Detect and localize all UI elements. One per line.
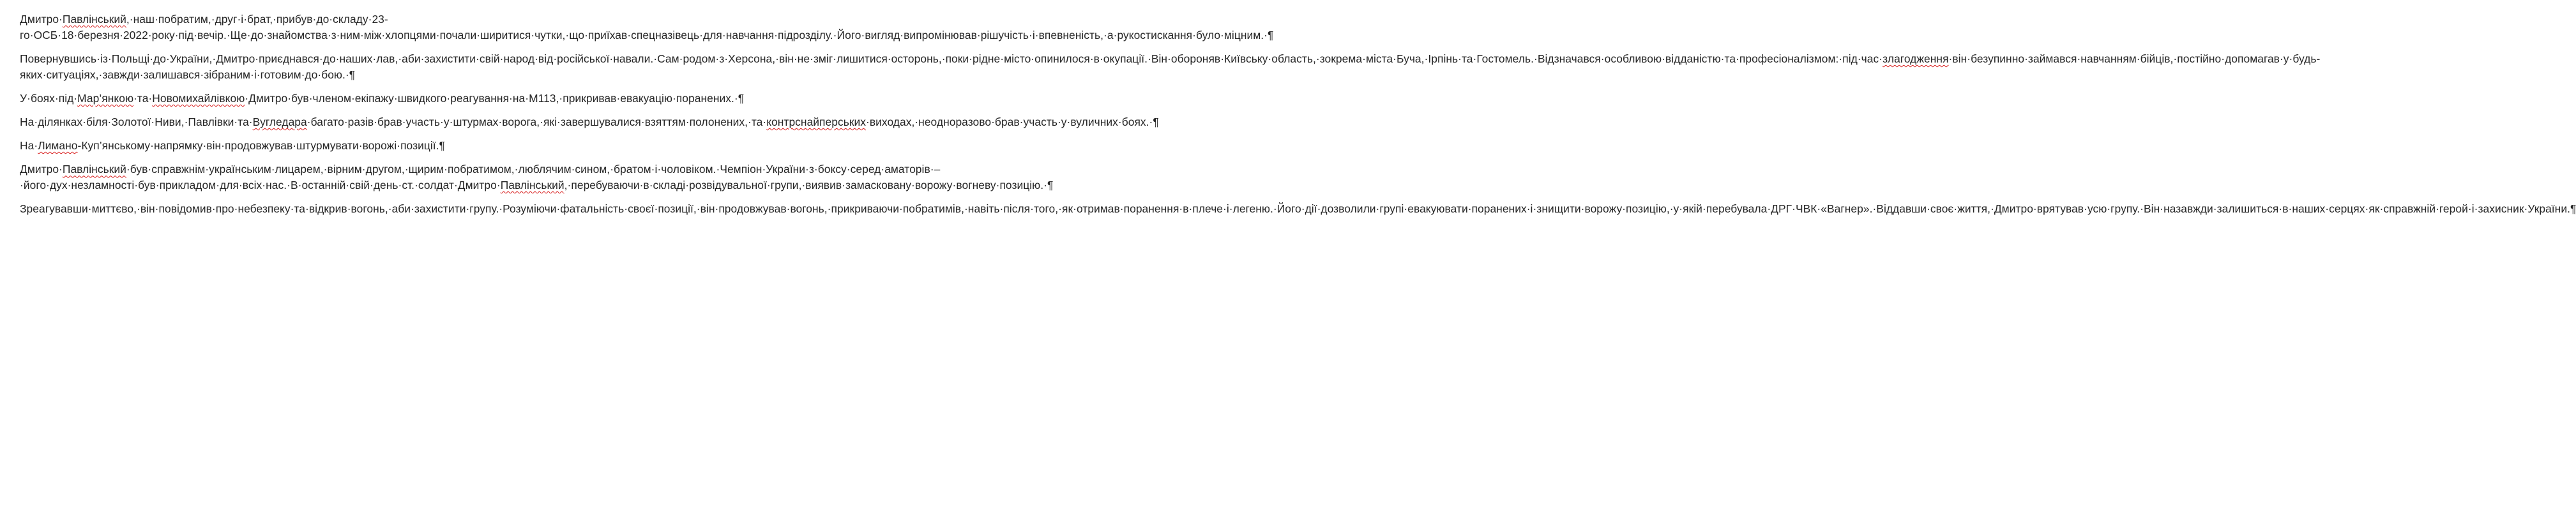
spellcheck-flagged-word[interactable]: Вугледара (252, 116, 307, 129)
paragraph-5[interactable]: На·Лимано-Куп’янському·напрямку·він·продовжував·штурмувати·ворожі·позиції.¶ (20, 139, 445, 153)
paragraph-2[interactable]: Повернувшись·із·Польщі·до·України,·Дмитро·приєднався·до·наших·лав,·аби·захистити·свій·народ·від·російської·навали.·Сам·родом·з·Херсона,·він·не·зміг·лишитися·осторонь,·поки·рідне·місто·опинилося·в·окупації.·Він·обороняв·Київську·область,·зокрема·міста·Буча,·Ірпінь·та·Гостомель.·Відзначався·особливою·відданістю·та·професіоналізмом:·під·час·злагодження·він·безупинно·займався·навчанням·бійців,·постійно·допомагав·у·будь-яких·ситуаціях,·завжди·залишався·зібраним·і·готовим·до·бою.·¶ (20, 52, 2321, 81)
spellcheck-flagged-word[interactable]: Павлінський (500, 179, 564, 192)
paragraph-1[interactable]: Дмитро·Павлінський,·наш·побратим,·друг·і·брат,·прибув·до·складу·23-го·ОСБ·18·березня·2022·року·під·вечір.·Ще·до·знайомства·з·ним·між·хлопцями·почали·ширитися·чутки,·що·приїхав·спецназівець·для·навчання·підрозділу.·Його·вигляд·випромінював·рішучість·і·впевненість,·а·рукостискання·було·міцним.·¶ (20, 13, 1274, 41)
document-body[interactable] (20, 11, 2576, 217)
paragraph-6[interactable]: Дмитро·Павлінський·був·справжнім·українським·лицарем,·вірним·другом,·щирим·побратимом,·люблячим·сином,·братом·і·чоловіком.·Чемпіон·України·з·боксу·серед·аматорів·–·його·дух·незламності·був·прикладом·для·всіх·нас.·В·останній·свій·день·ст.·солдат·Дмитро·Павлінський,·перебуваючи·в·складі·розвідувальної·групи,·виявив·замасковану·ворожу·вогневу·позицію.·¶ (20, 163, 1054, 192)
spellcheck-flagged-word[interactable]: Мар’янкою (77, 92, 134, 105)
paragraph-7[interactable]: Зреагувавши·миттєво,·він·повідомив·про·небезпеку·та·відкрив·вогонь,·аби·захистити·групу.·Розуміючи·фатальність·своєї·позиції,·він·продовжував·вогонь,·прикриваючи·побратимів,·навіть·після·того,·як·отримав·поранення·в·плече·і·легеню.·Його·дії·дозволили·групі·евакуювати·поранених·і·знищити·ворожу·позицію,·у·якій·перебувала·ДРГ·ЧВК·«Вагнер».·Віддавши·своє·життя,·Дмитро·врятував·усю·групу.·Він·назавжди·залишиться·в·наших·серцях·як·справжній·герой·і·захисник·України.¶ (20, 202, 2576, 216)
spellcheck-flagged-word[interactable]: Павлінський (62, 163, 126, 176)
paragraph-4[interactable]: На·ділянках·біля·Золотої·Ниви,·Павлівки·та·Вугледара·багато·разів·брав·участь·у·штурмах·ворога,·які·завершувалися·взяттям·полонених,·та·контрснайперських·виходах,·неодноразово·брав·участь·у·вуличних·боях.·¶ (20, 116, 1159, 129)
paragraph-3[interactable]: У·боях·під·Мар’янкою·та·Новомихайлівкою·Дмитро·був·членом·екіпажу·швидкого·реагування·на·М113,·прикривав·евакуацію·поранених.·¶ (20, 92, 745, 105)
spellcheck-flagged-word[interactable]: контрснайперських (766, 116, 866, 129)
spellcheck-flagged-word[interactable]: Лимано (38, 139, 78, 153)
spellcheck-flagged-word[interactable]: Новомихайлівкою (152, 92, 245, 105)
spellcheck-flagged-word[interactable]: злагодження (1883, 52, 1949, 65)
spellcheck-flagged-word[interactable]: Павлінський (62, 13, 126, 26)
